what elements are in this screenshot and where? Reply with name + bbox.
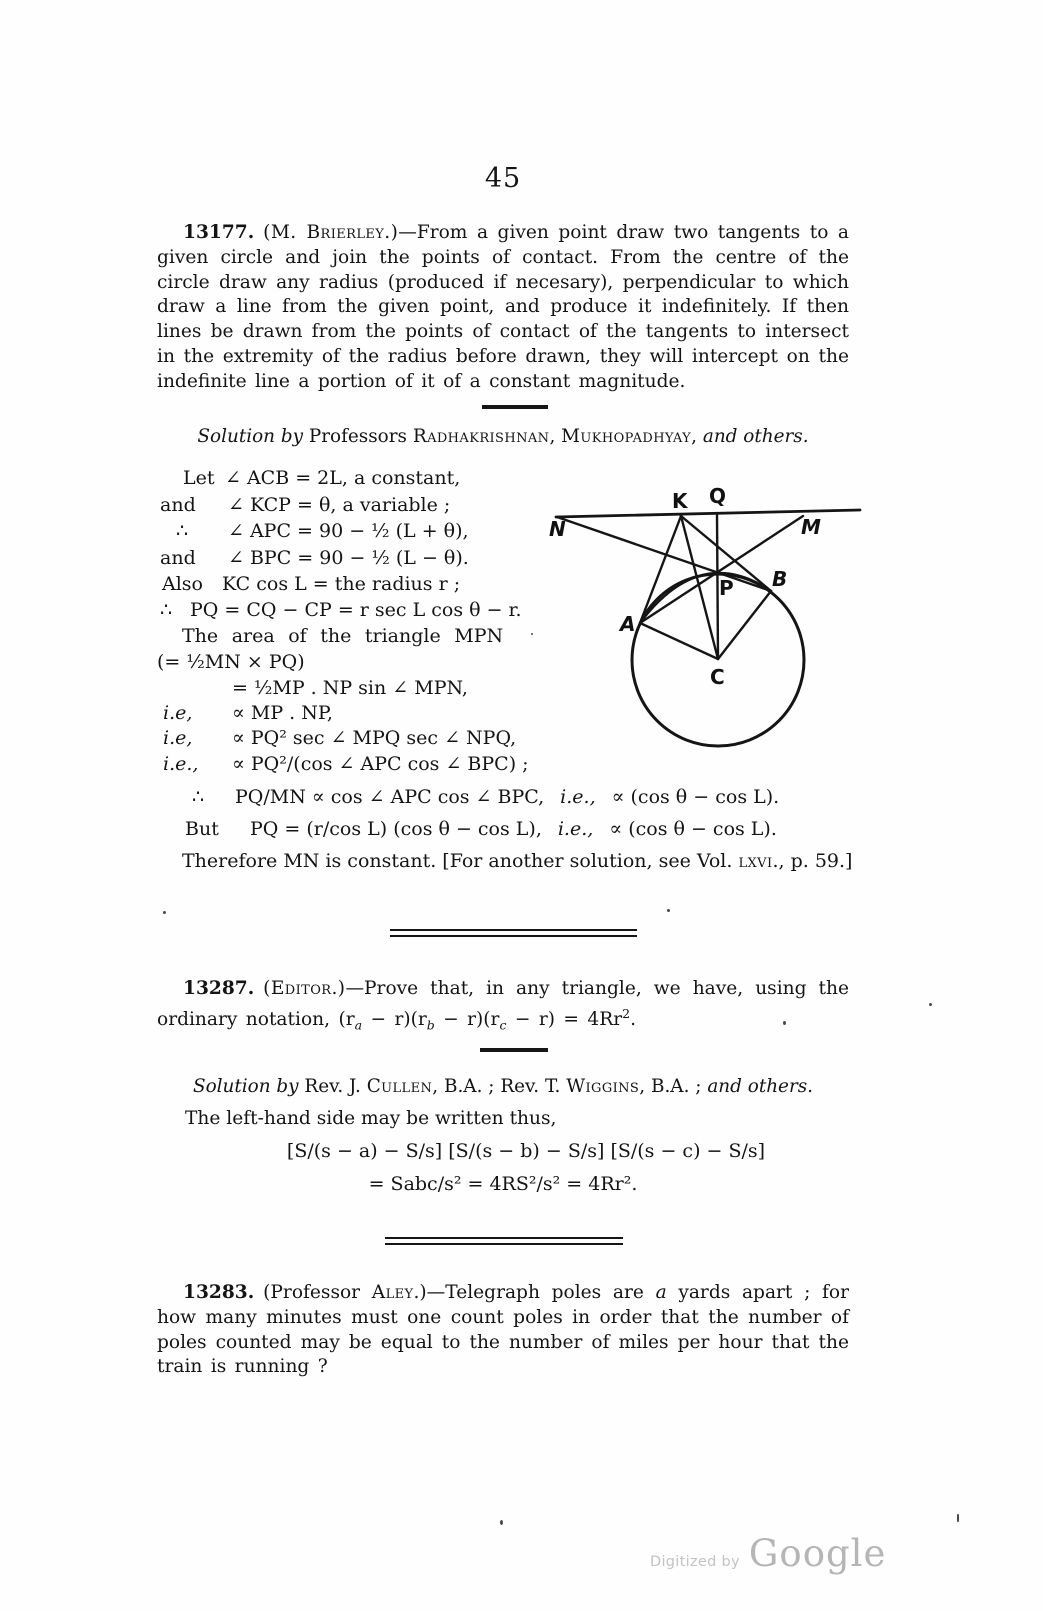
solution-by-label: Solution by xyxy=(197,426,309,447)
problem-formula: $(r_a - r)(r_b - r)(r_c - r) = 4Rr^2$. xyxy=(338,1005,636,1033)
problem-text: yards apart ; for how many minutes must one count poles in order that the number of poles counted may be equal to the number of miles per hour that the train is running ? xyxy=(157,1282,849,1378)
problem-number: 13177. xyxy=(183,222,255,243)
math-label: and xyxy=(160,494,196,516)
math-expression: PQ = CQ − CP = r sec L cos θ − r. xyxy=(190,599,522,621)
google-logo: Google xyxy=(748,1532,887,1575)
problem-number: 13287. xyxy=(183,978,255,999)
solution-formula-line1: [S/(s − a) − S/s] [S/(s − b) − S/s] [S/(s − c) − S/s] xyxy=(286,1140,766,1162)
solution-formula-line2: = Sabc/s² = 4RS²/s² = 4Rr². xyxy=(368,1173,638,1195)
ie-label: i.e, xyxy=(163,702,193,724)
math-expression: ∝ PQ²/(cos ∠ APC cos ∠ BPC) ; xyxy=(232,753,529,775)
author-name: (Editor.) xyxy=(263,978,346,999)
therefore-symbol: ∴ xyxy=(176,520,189,542)
math-expression: KC cos L = the radius r ; xyxy=(222,573,461,595)
problem-13287-paragraph xyxy=(157,977,849,1039)
volume-reference: lxvi xyxy=(738,850,773,872)
solver-name: Cullen xyxy=(366,1076,433,1097)
math-expression: ∠ KCP = θ, a variable ; xyxy=(228,494,451,516)
therefore-symbol: ∴ xyxy=(192,786,205,808)
double-divider xyxy=(385,1237,623,1245)
digitized-by-label: Digitized by xyxy=(650,1554,740,1570)
geometry-diagram xyxy=(500,450,900,770)
and-others-label: and others. xyxy=(707,1076,814,1097)
conclusion-text: Therefore MN is constant. [For another solution, see Vol. lxvi., p. 59.] xyxy=(182,850,853,872)
problem-text: —Prove that, in any triangle, we have, using the ordinary notation, xyxy=(157,978,849,1030)
diagram-label-P: P xyxy=(719,576,734,600)
diagram-label-M: M xyxy=(801,515,821,539)
variable-a: a xyxy=(655,1282,667,1303)
page-number: 45 xyxy=(484,163,522,194)
solver-name: Radhakrishnan xyxy=(412,426,550,447)
solution-13177-header: Solution by Professors Radhakrishnan, Mukhopadhyay, and others. xyxy=(197,426,809,447)
solution-by-label: Solution by xyxy=(192,1076,305,1097)
problem-number: 13283. xyxy=(183,1282,255,1303)
double-divider xyxy=(390,929,637,937)
and-others-label: and others. xyxy=(702,426,809,447)
ink-speck xyxy=(929,1003,932,1006)
math-expression: ∠ ACB = 2L, a constant, xyxy=(225,467,461,489)
solver-name: Mukhopadhyay xyxy=(561,426,692,447)
math-expression: PQ = (r/cos L) (cos θ − cos L), i.e., ∝ (cos θ − cos L). xyxy=(250,818,777,840)
ink-speck xyxy=(667,909,670,912)
ie-label: i.e., xyxy=(560,786,596,808)
therefore-symbol: ∴ xyxy=(160,599,173,621)
solution-13287-header: Solution by Rev. J. Cullen, B.A. ; Rev. T. Wiggins, B.A. ; and others. xyxy=(192,1076,814,1097)
math-label: But xyxy=(185,818,219,840)
problem-text: —Telegraph poles are xyxy=(426,1282,656,1303)
ie-label: i.e., xyxy=(163,753,199,775)
author-name: (M. Brierley.) xyxy=(263,222,399,243)
math-expression: ∠ BPC = 90 − ½ (L − θ). xyxy=(228,547,469,569)
diagram-line-CB xyxy=(718,591,771,659)
conclusion-row xyxy=(157,850,877,877)
section-divider xyxy=(480,1048,548,1052)
math-expression: (= ½MN × PQ) xyxy=(157,651,305,673)
diagram-line-QC xyxy=(717,515,718,659)
math-row xyxy=(157,786,877,813)
ink-speck xyxy=(957,1514,959,1522)
math-label: Let xyxy=(183,467,215,489)
math-label: Also xyxy=(162,573,203,595)
math-expression: ∠ APC = 90 − ½ (L + θ), xyxy=(228,520,469,542)
diagram-label-N: N xyxy=(549,517,566,541)
diagram-label-K: K xyxy=(672,489,688,513)
math-expression: ∝ MP . NP, xyxy=(232,702,333,724)
math-expression: The area of the triangle MPN xyxy=(182,625,504,647)
problem-13177-paragraph xyxy=(157,221,849,395)
diagram-line-NB xyxy=(557,517,771,591)
problem-text: —From a given point draw two tangents to a given circle and join the points of contact. From the centre of the circle draw any radius (produced if necesary), perpendicular to which draw a line from the given point, and produce it indefinitely. If then lines be drawn from the points of contact of the tangents to intersect in the extremity of the radius before drawn, they will intercept on the indefinite line a portion of it of a constant magnitude. xyxy=(157,222,849,392)
solvers-prefix: Professors xyxy=(308,426,413,447)
diagram-line-KA xyxy=(640,516,681,623)
diagram-label-Q: Q xyxy=(709,484,727,508)
diagram-label-B: B xyxy=(772,567,788,591)
math-expression: ∝ PQ² sec ∠ MPQ sec ∠ NPQ, xyxy=(232,727,517,749)
diagram-label-A: A xyxy=(620,612,636,636)
solver-name: Wiggins xyxy=(566,1076,640,1097)
math-row xyxy=(157,818,877,845)
section-divider xyxy=(482,405,548,409)
ie-label: i.e., xyxy=(557,818,594,840)
ink-speck xyxy=(500,1520,503,1525)
ink-speck xyxy=(531,633,533,635)
diagram-line-KC xyxy=(681,516,718,659)
problem-13283-paragraph xyxy=(157,1281,849,1380)
digitized-watermark xyxy=(650,1532,886,1575)
author-name: (Professor Aley.) xyxy=(263,1282,427,1303)
solution-intro: The left-hand side may be written thus, xyxy=(185,1108,557,1129)
diagram-label-C: C xyxy=(710,665,725,689)
ink-speck xyxy=(163,911,166,914)
ie-label: i.e, xyxy=(163,727,193,749)
math-label: and xyxy=(160,547,196,569)
math-expression: PQ/MN ∝ cos ∠ APC cos ∠ BPC, i.e., ∝ (cos θ − cos L). xyxy=(235,786,780,808)
ink-speck xyxy=(783,1021,786,1025)
math-expression: = ½MP . NP sin ∠ MPN, xyxy=(232,677,468,699)
diagram-line-CA xyxy=(640,623,718,659)
